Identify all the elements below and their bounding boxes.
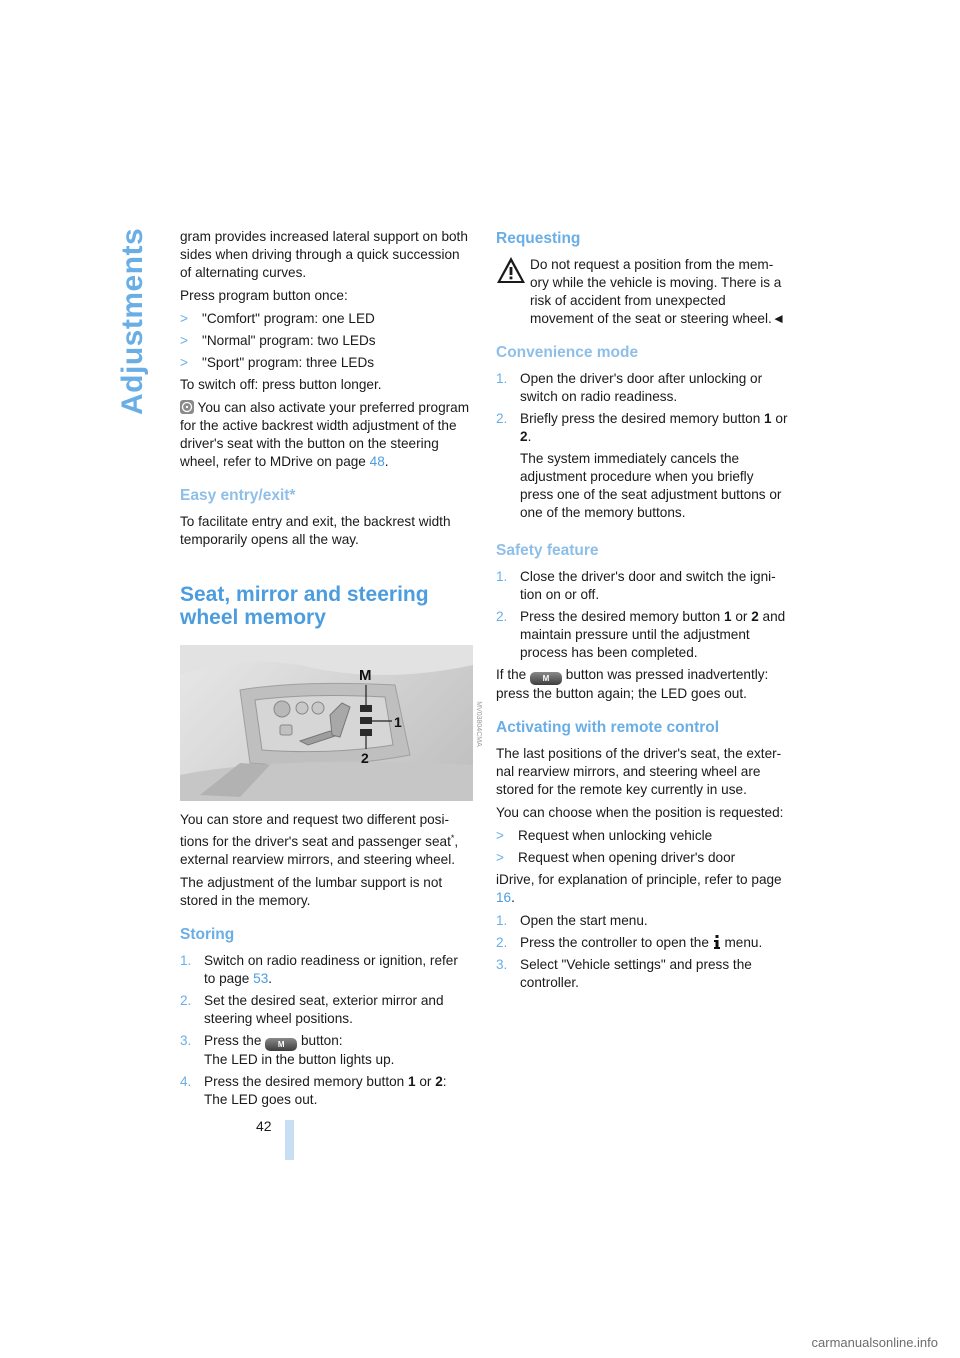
step-text: The LED in the button lights up. xyxy=(204,1052,395,1067)
step-text: Open the driver's door after unlocking or switch on radio readiness. xyxy=(520,371,763,404)
warning-block xyxy=(496,256,788,328)
list-item xyxy=(496,568,788,604)
inadvert-text: If the xyxy=(496,667,527,682)
button-2: 2 xyxy=(520,429,528,444)
punct: : xyxy=(442,1074,447,1089)
lumbar-paragraph: The adjustment of the lumbar support is not stored in the memory. xyxy=(180,875,443,908)
step-text: Switch on radio readiness or ignition, refer to page xyxy=(204,953,458,986)
button-1: 1 xyxy=(764,411,772,426)
list-item: > Request when opening driver's door xyxy=(496,850,736,865)
step-text: Set the desired seat, exterior mirror and steering wheel positions. xyxy=(204,993,444,1026)
list-item xyxy=(496,410,788,526)
step-text: Select "Vehicle settings" and press the controller. xyxy=(520,957,752,990)
option-unlock: Request when unlocking vehicle xyxy=(518,828,713,843)
step-number: 1. xyxy=(180,953,192,968)
store-paragraph xyxy=(180,811,472,869)
remote-heading: Activating with remote control xyxy=(496,719,720,736)
step-number: 1. xyxy=(496,569,508,584)
intro-paragraph: gram provides increased lateral support on both sides when driving through a quick succession of alternating curves. xyxy=(180,229,468,280)
inadvert-paragraph xyxy=(496,666,788,703)
punct: . xyxy=(527,429,532,444)
step-text: and maintain pressure until the adjustment process has been completed. xyxy=(520,609,786,660)
step-number: 1. xyxy=(496,913,508,928)
step-text: menu. xyxy=(724,935,763,950)
step-text: Press the controller to open the xyxy=(520,935,709,950)
page-number: 42 xyxy=(256,1118,272,1134)
step-text: Press the desired memory button xyxy=(204,1074,408,1089)
step-text: or xyxy=(771,411,788,426)
figure-label-m: M xyxy=(359,667,372,684)
figure-label-2: 2 xyxy=(361,750,369,766)
page-link-16[interactable]: 16 xyxy=(496,890,512,905)
option-door: Request when opening driver's door xyxy=(518,850,736,865)
list-item: > "Sport" program: three LEDs xyxy=(180,355,375,370)
step-number: 3. xyxy=(180,1033,192,1048)
convenience-heading: Convenience mode xyxy=(496,344,639,361)
memory-heading-line1: Seat, mirror and steering xyxy=(180,583,429,606)
list-item xyxy=(496,912,788,930)
step-number: 2. xyxy=(496,935,508,950)
right-column xyxy=(496,228,788,996)
list-item xyxy=(496,608,788,662)
program-normal: "Normal" program: two LEDs xyxy=(202,333,376,348)
memory-button-icon: M xyxy=(530,672,562,685)
list-item xyxy=(496,370,788,406)
step-number: 2. xyxy=(496,609,508,624)
punct: . xyxy=(511,890,515,905)
program-comfort: "Comfort" program: one LED xyxy=(202,311,375,326)
figure-code: MV03804CMA xyxy=(475,701,483,747)
step-text: or xyxy=(415,1074,436,1089)
button-2: 2 xyxy=(751,609,759,624)
list-item xyxy=(180,992,472,1028)
steering-wheel-icon xyxy=(180,400,194,414)
step-number: 2. xyxy=(180,993,192,1008)
store-text-end: , external rearview mirrors, and steering wheel. xyxy=(180,834,459,867)
list-item xyxy=(496,934,788,952)
end-mark: ◄ xyxy=(771,311,786,326)
seat-memory-figure xyxy=(180,645,483,801)
punct: . xyxy=(384,454,389,469)
figure-label-1: 1 xyxy=(394,714,402,730)
step-text: Press the xyxy=(204,1033,262,1048)
button-2: 2 xyxy=(435,1074,443,1089)
step-text: The LED goes out. xyxy=(204,1092,318,1107)
warning-triangle-icon xyxy=(496,256,526,284)
list-item xyxy=(180,952,472,988)
list-item xyxy=(496,956,788,992)
list-item: > Request when unlocking vehicle xyxy=(496,828,713,843)
punct: . xyxy=(268,971,273,986)
idrive-paragraph xyxy=(496,871,788,907)
info-icon xyxy=(713,935,721,949)
list-item: > "Normal" program: two LEDs xyxy=(180,333,376,348)
list-item: > "Comfort" program: one LED xyxy=(180,311,375,326)
left-column xyxy=(180,228,483,1113)
step-text: Close the driver's door and switch the igni-tion on or off. xyxy=(520,569,776,602)
step-number: 2. xyxy=(496,411,508,426)
step-text: button: xyxy=(300,1033,343,1048)
inadvert-text: button was pressed inadvertently: press the button again; the LED goes out. xyxy=(496,667,769,701)
section-tab: Adjustments xyxy=(116,228,149,416)
memory-heading xyxy=(180,583,472,629)
requesting-heading: Requesting xyxy=(496,230,581,247)
program-sport: "Sport" program: three LEDs xyxy=(202,355,375,370)
step-note: The system immediately cancels the adjustment procedure when you briefly press one of the seat adjustment buttons or one of the memory buttons. xyxy=(520,451,782,520)
idrive-text: iDrive, for explanation of principle, refer to page xyxy=(496,872,782,887)
page-bar xyxy=(285,1120,294,1160)
easy-entry-text: To facilitate entry and exit, the backrest width temporarily opens all the way. xyxy=(180,514,451,547)
button-1: 1 xyxy=(408,1074,416,1089)
mdrive-text: You can also activate your preferred program for the active backrest width adjustment of the driver's seat with the button on the steering wheel, refer to MDrive on page xyxy=(180,400,470,469)
easy-entry-heading: Easy entry/exit* xyxy=(180,487,296,504)
watermark: carmanualsonline.info xyxy=(811,1335,938,1350)
step-text: Briefly press the desired memory button xyxy=(520,411,765,426)
memory-button-icon: M xyxy=(265,1038,297,1051)
store-text: You can store and request two different posi-tions for the driver's seat and passenger seat xyxy=(180,812,451,849)
press-once-text: Press program button once: xyxy=(180,288,348,303)
step-number: 1. xyxy=(496,371,508,386)
step-text: Open the start menu. xyxy=(520,913,648,928)
step-text: or xyxy=(731,609,752,624)
warning-text: Do not request a position from the mem-ory while the vehicle is moving. There is a risk of accident from unexpected movement of the seat or steering wheel. xyxy=(530,257,782,326)
switch-off-text: To switch off: press button longer. xyxy=(180,377,382,392)
storing-heading: Storing xyxy=(180,926,235,943)
button-1: 1 xyxy=(724,609,732,624)
mdrive-paragraph xyxy=(180,399,472,471)
memory-heading-line2: wheel memory xyxy=(180,606,326,629)
safety-heading: Safety feature xyxy=(496,542,599,559)
choose-paragraph: You can choose when the position is requested: xyxy=(496,805,784,820)
page-link-48[interactable]: 48 xyxy=(369,454,385,469)
list-item xyxy=(180,1032,472,1069)
step-number: 4. xyxy=(180,1074,192,1089)
step-text: Press the desired memory button xyxy=(520,609,724,624)
remote-paragraph: The last positions of the driver's seat, the exter-nal rearview mirrors, and steering wheel are stored for the remote key currently in use. xyxy=(496,746,782,797)
optional-star: * xyxy=(450,833,455,843)
page-link-53[interactable]: 53 xyxy=(253,971,269,986)
step-number: 3. xyxy=(496,957,508,972)
list-item xyxy=(180,1073,472,1109)
seat-controls-illustration xyxy=(180,645,473,801)
